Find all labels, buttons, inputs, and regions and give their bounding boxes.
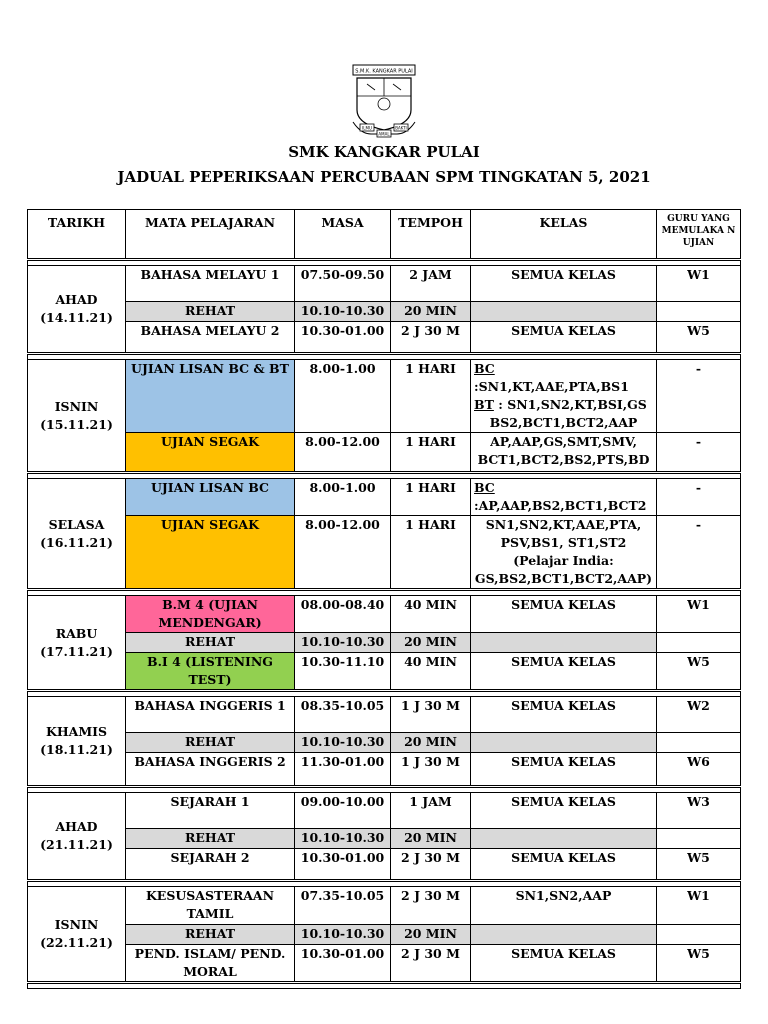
teacher-cell: -: [657, 479, 741, 516]
table-row: [28, 753, 741, 787]
class-cell: SEMUA KELAS: [471, 596, 657, 633]
class-cell: BC :SN1,KT,AAE,PTA,BS1 BT : SN1,SN2,KT,BSI,GS BS2,BCT1,BCT2,AAP: [471, 360, 657, 433]
class-cell: SEMUA KELAS: [471, 653, 657, 691]
date-cell: AHAD (14.11.21): [28, 266, 126, 354]
time-cell: 10.10-10.30: [295, 829, 391, 849]
break-row: [28, 829, 741, 849]
date-cell: SELASA (16.11.21): [28, 479, 126, 590]
duration-cell: 1 HARI: [391, 360, 471, 433]
duration-cell: 20 MIN: [391, 925, 471, 945]
teacher-cell: W1: [657, 596, 741, 633]
date-cell: RABU (17.11.21): [28, 596, 126, 691]
subject-cell: UJIAN LISAN BC: [126, 479, 295, 516]
table-row: [28, 697, 741, 733]
table-row: [28, 653, 741, 691]
class-cell: AP,AAP,GS,SMT,SMV, BCT1,BCT2,BS2,PTS,BD: [471, 433, 657, 473]
date-cell: AHAD (21.11.21): [28, 793, 126, 881]
teacher-cell: W1: [657, 887, 741, 925]
duration-cell: 2 J 30 M: [391, 945, 471, 983]
duration-cell: 20 MIN: [391, 829, 471, 849]
subject-cell: SEJARAH 1: [126, 793, 295, 829]
time-cell: 10.10-10.30: [295, 925, 391, 945]
duration-cell: 20 MIN: [391, 633, 471, 653]
time-cell: 10.10-10.30: [295, 733, 391, 753]
teacher-cell: W5: [657, 945, 741, 983]
page-title: JADUAL PEPERIKSAAN PERCUBAAN SPM TINGKATAN 5, 2021: [117, 168, 651, 186]
class-cell: SEMUA KELAS: [471, 266, 657, 302]
duration-cell: 1 J 30 M: [391, 697, 471, 733]
subject-cell: UJIAN SEGAK: [126, 433, 295, 473]
table-row: [28, 322, 741, 354]
date-cell: KHAMIS (18.11.21): [28, 697, 126, 787]
table-row: [28, 887, 741, 925]
table-row: [28, 360, 741, 433]
logo-motto-3: BAKTI: [395, 125, 407, 131]
time-cell: 8.00-12.00: [295, 516, 391, 590]
table-row: [28, 945, 741, 983]
subject-cell: REHAT: [126, 733, 295, 753]
date-cell: ISNIN (15.11.21): [28, 360, 126, 473]
break-row: [28, 733, 741, 753]
teacher-cell: W5: [657, 322, 741, 354]
break-row: [28, 633, 741, 653]
teacher-cell: -: [657, 360, 741, 433]
time-cell: 09.00-10.00: [295, 793, 391, 829]
logo-motto-2: AMAL: [378, 131, 390, 137]
break-row: [28, 302, 741, 322]
break-row: [28, 925, 741, 945]
school-name: SMK KANGKAR PULAI: [288, 143, 480, 161]
subject-cell: BAHASA MELAYU 2: [126, 322, 295, 354]
duration-cell: 1 JAM: [391, 793, 471, 829]
class-cell: SEMUA KELAS: [471, 849, 657, 881]
teacher-cell: W6: [657, 753, 741, 787]
subject-cell: BAHASA INGGERIS 2: [126, 753, 295, 787]
teacher-cell: W2: [657, 697, 741, 733]
teacher-cell: W5: [657, 653, 741, 691]
time-cell: 8.00-1.00: [295, 479, 391, 516]
exam-schedule-table: [27, 209, 741, 989]
header-guru: GURU YANG MEMULAKA N UJIAN: [657, 210, 741, 260]
time-cell: 08.00-08.40: [295, 596, 391, 633]
time-cell: 8.00-1.00: [295, 360, 391, 433]
teacher-cell: W1: [657, 266, 741, 302]
subject-cell: REHAT: [126, 633, 295, 653]
subject-cell: UJIAN SEGAK: [126, 516, 295, 590]
time-cell: 8.00-12.00: [295, 433, 391, 473]
subject-cell: REHAT: [126, 829, 295, 849]
table-row: [28, 516, 741, 590]
time-cell: 10.30-11.10: [295, 653, 391, 691]
duration-cell: 1 HARI: [391, 516, 471, 590]
header-tempoh: TEMPOH: [391, 210, 471, 260]
subject-cell: PEND. ISLAM/ PEND. MORAL: [126, 945, 295, 983]
duration-cell: 1 J 30 M: [391, 753, 471, 787]
header-kelas: KELAS: [471, 210, 657, 260]
subject-cell: REHAT: [126, 302, 295, 322]
class-cell: SEMUA KELAS: [471, 697, 657, 733]
table-header-row: [28, 210, 741, 260]
duration-cell: 2 J 30 M: [391, 887, 471, 925]
header-mata-pelajaran: MATA PELAJARAN: [126, 210, 295, 260]
teacher-cell: W5: [657, 849, 741, 881]
class-cell: SEMUA KELAS: [471, 322, 657, 354]
time-cell: 08.35-10.05: [295, 697, 391, 733]
teacher-cell: -: [657, 516, 741, 590]
duration-cell: 2 J 30 M: [391, 322, 471, 354]
class-cell: BC :AP,AAP,BS2,BCT1,BCT2: [471, 479, 657, 516]
table-row: [28, 479, 741, 516]
time-cell: 07.50-09.50: [295, 266, 391, 302]
subject-cell: B.I 4 (LISTENING TEST): [126, 653, 295, 691]
school-logo: [351, 64, 417, 142]
table-row: [28, 266, 741, 302]
subject-cell: REHAT: [126, 925, 295, 945]
class-cell: SEMUA KELAS: [471, 753, 657, 787]
duration-cell: 2 J 30 M: [391, 849, 471, 881]
teacher-cell: W3: [657, 793, 741, 829]
logo-text: S.M.K. KANGKAR PULAI: [355, 68, 413, 75]
table-row: [28, 596, 741, 633]
subject-cell: B.M 4 (UJIAN MENDENGAR): [126, 596, 295, 633]
teacher-cell: -: [657, 433, 741, 473]
duration-cell: 20 MIN: [391, 302, 471, 322]
table-row: [28, 849, 741, 881]
duration-cell: 2 JAM: [391, 266, 471, 302]
subject-cell: SEJARAH 2: [126, 849, 295, 881]
table-row: [28, 433, 741, 473]
class-cell: SN1,SN2,AAP: [471, 887, 657, 925]
duration-cell: 1 HARI: [391, 433, 471, 473]
subject-cell: KESUSASTERAAN TAMIL: [126, 887, 295, 925]
time-cell: 07.35-10.05: [295, 887, 391, 925]
subject-cell: BAHASA INGGERIS 1: [126, 697, 295, 733]
class-cell: SN1,SN2,KT,AAE,PTA, PSV,BS1, ST1,ST2 (Pelajar India: GS,BS2,BCT1,BCT2,AAP): [471, 516, 657, 590]
time-cell: 10.30-01.00: [295, 945, 391, 983]
subject-cell: UJIAN LISAN BC & BT: [126, 360, 295, 433]
header-masa: MASA: [295, 210, 391, 260]
date-cell: ISNIN (22.11.21): [28, 887, 126, 983]
table-row: [28, 793, 741, 829]
time-cell: 10.30-01.00: [295, 322, 391, 354]
logo-motto-1: ILMU: [362, 125, 372, 131]
duration-cell: 40 MIN: [391, 596, 471, 633]
time-cell: 10.10-10.30: [295, 633, 391, 653]
class-cell: SEMUA KELAS: [471, 945, 657, 983]
subject-cell: BAHASA MELAYU 1: [126, 266, 295, 302]
time-cell: 11.30-01.00: [295, 753, 391, 787]
duration-cell: 20 MIN: [391, 733, 471, 753]
time-cell: 10.10-10.30: [295, 302, 391, 322]
header-tarikh: TARIKH: [28, 210, 126, 260]
time-cell: 10.30-01.00: [295, 849, 391, 881]
duration-cell: 1 HARI: [391, 479, 471, 516]
class-cell: SEMUA KELAS: [471, 793, 657, 829]
duration-cell: 40 MIN: [391, 653, 471, 691]
